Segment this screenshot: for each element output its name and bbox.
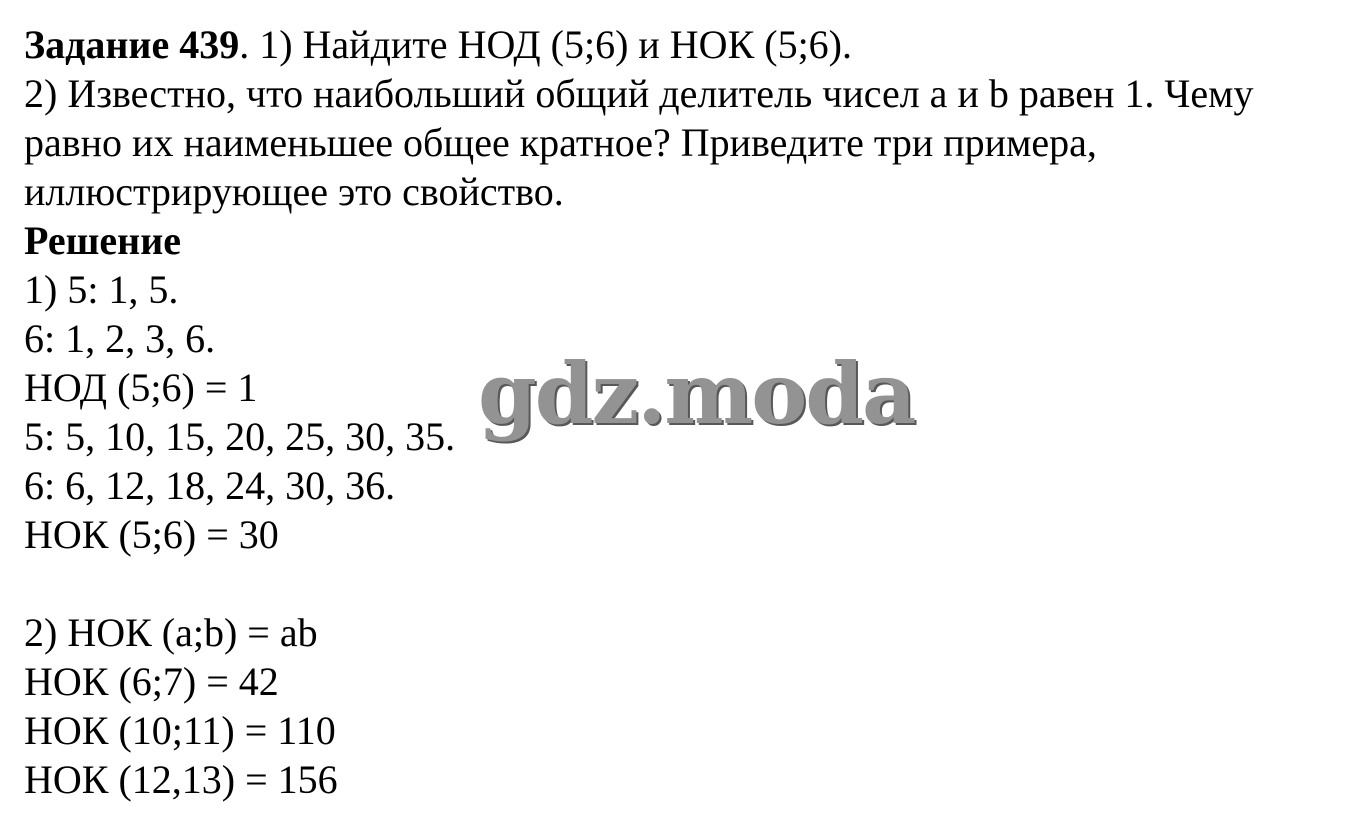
solution-part2-line-3: НОК (10;11) = 110 [24, 708, 336, 753]
blank-spacer [24, 559, 1334, 608]
solution-part2-line-2: НОК (6;7) = 42 [24, 659, 279, 704]
task-statement-line-4: иллюстрирующее это свойство. [24, 169, 564, 214]
solution-part1-line-1: 1) 5: 1, 5. [24, 267, 179, 312]
task-statement-line-3: равно их наименьшее общее кратное? Приведите три примера, [24, 120, 1097, 165]
solution-part2-line-1: 2) НОК (a;b) = ab [24, 610, 318, 655]
solution-part1-line-2: 6: 1, 2, 3, 6. [24, 316, 216, 361]
solution-part1-line-3: НОД (5;6) = 1 [24, 365, 258, 410]
watermark-logo: gdz.moda [478, 344, 915, 443]
task-statement-line-1 [24, 20, 1334, 69]
solution-part1-line-5: 6: 6, 12, 18, 24, 30, 36. [24, 463, 396, 508]
solution-heading: Решение [24, 218, 182, 263]
solution-part1-line-4: 5: 5, 10, 15, 20, 25, 30, 35. [24, 414, 456, 459]
solution-part2-line-4: НОК (12,13) = 156 [24, 757, 338, 802]
task-statement-line-2: 2) Известно, что наибольший общий делитель чисел a и b равен 1. Чему [24, 71, 1254, 116]
solution-part1-line-6: НОК (5;6) = 30 [24, 512, 279, 557]
task-statement-part1: . 1) Найдите НОД (5;6) и НОК (5;6). [239, 22, 852, 67]
task-label: Задание 439 [24, 22, 240, 67]
